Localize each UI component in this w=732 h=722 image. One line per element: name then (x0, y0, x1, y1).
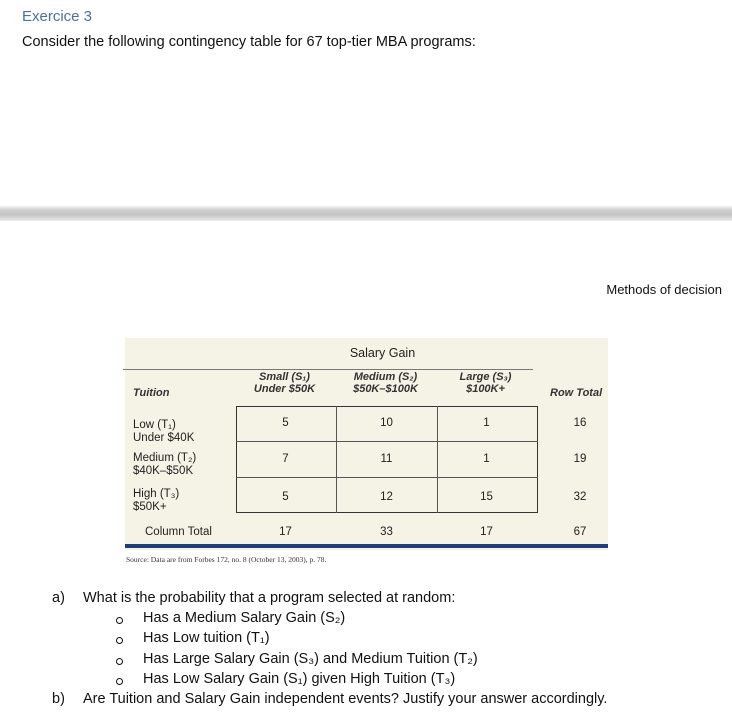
grid-line (236, 477, 538, 478)
salary-gain-header: Salary Gain (349, 346, 416, 360)
tuition-header: Tuition (133, 387, 170, 399)
question-a-label: a) (52, 590, 65, 606)
total-low: 16 (573, 417, 587, 429)
intro-text: Consider the following contingency table for 67 top-tier MBA programs: (22, 34, 476, 50)
question-a-item-1: Has a Medium Salary Gain (S₂) (143, 610, 346, 626)
total-high: 32 (573, 491, 587, 503)
cell-low-large: 1 (483, 417, 490, 429)
table-source: Source: Data are from Forbes 172, no. 8 (October 13, 2003), p. 78. (126, 555, 327, 564)
question-b-text: Are Tuition and Salary Gain independent events? Justify your answer accordingly. (83, 691, 608, 707)
row-label-high: High (T₃) $50K+ (133, 488, 180, 513)
cell-low-small: 5 (282, 417, 289, 429)
coltotal-medium: 33 (380, 526, 393, 538)
coltotal-large: 17 (480, 526, 493, 538)
table-bottom-bar (125, 544, 608, 548)
question-a-item-2: Has Low tuition (T₁) (143, 630, 270, 646)
grand-total: 67 (573, 526, 587, 538)
exercise-title: Exercice 3 (22, 8, 93, 25)
cell-medium-medium: 11 (380, 453, 393, 465)
question-a-text: What is the probability that a program selected at random: (83, 590, 456, 606)
bullet-icon (116, 678, 123, 685)
grid-line (437, 406, 438, 513)
grid-line (336, 406, 337, 513)
row-label-low: Low (T₁) Under $40K (133, 419, 195, 444)
cell-high-small: 5 (282, 491, 289, 503)
row-label-medium: Medium (T₂) $40K–$50K (133, 452, 197, 477)
bullet-icon (116, 658, 123, 665)
row-total-header: Row Total (550, 387, 603, 399)
total-medium: 19 (573, 453, 587, 465)
section-divider (0, 205, 732, 221)
question-a-item-4: Has Low Salary Gain (S₁) given High Tuition (T₃) (143, 671, 456, 687)
cell-high-medium: 12 (380, 491, 393, 503)
question-a-item-3: Has Large Salary Gain (S₃) and Medium Tuition (T₂) (143, 651, 478, 667)
cell-low-medium: 10 (380, 417, 393, 429)
footer-label: Methods of decision (606, 282, 722, 297)
column-total-label: Column Total (145, 526, 212, 538)
cell-medium-large: 1 (483, 453, 490, 465)
header-rule (123, 369, 533, 370)
col-header-large: Large (S₃) $100K+ (459, 371, 512, 395)
coltotal-small: 17 (279, 526, 292, 538)
bullet-icon (116, 637, 123, 644)
table-grid (236, 406, 538, 513)
question-b-label: b) (52, 691, 65, 707)
cell-high-large: 15 (480, 491, 493, 503)
grid-line (236, 441, 538, 442)
cell-medium-small: 7 (282, 453, 289, 465)
col-header-small: Small (S₁) Under $50K (253, 371, 316, 395)
col-header-medium: Medium (S₂) $50K–$100K (353, 371, 418, 395)
bullet-icon (116, 617, 123, 624)
